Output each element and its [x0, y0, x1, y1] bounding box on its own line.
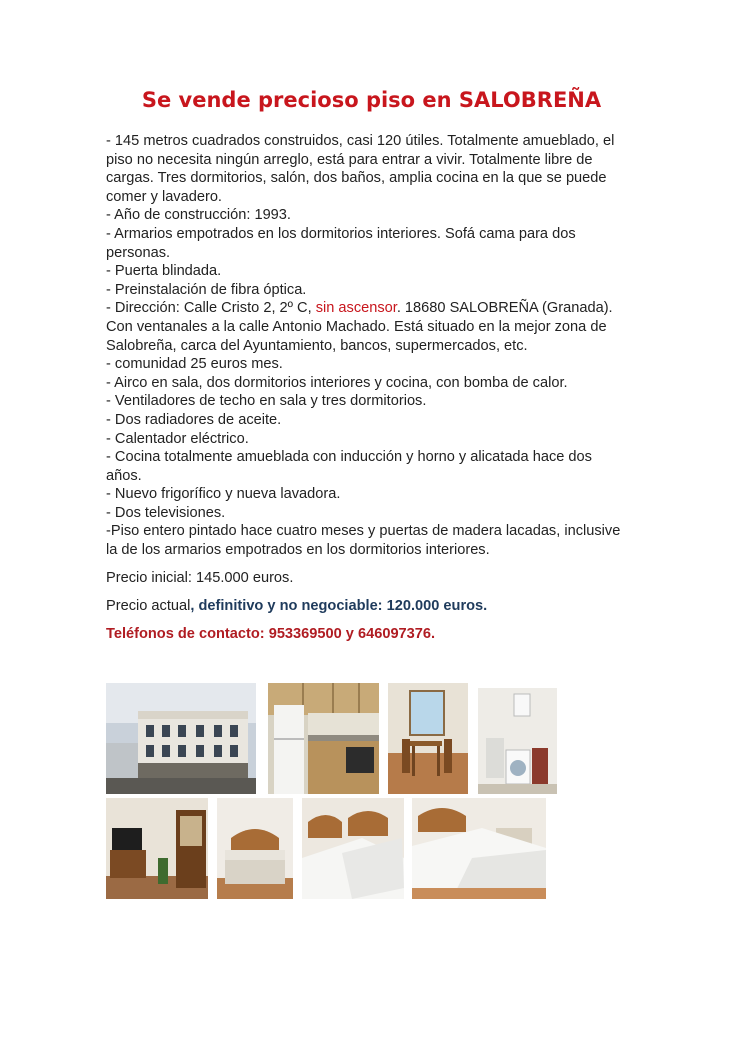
text-line: piso no necesita ningún arreglo, está para entrar a vivir. Totalmente libre de — [106, 151, 593, 168]
text-line: - Ventiladores de techo en sala y tres dormitorios. — [106, 393, 427, 410]
building-photo — [106, 683, 256, 794]
laundry-photo — [478, 688, 557, 794]
text-line: - comunidad 25 euros mes. — [106, 356, 283, 373]
text-line: la de los armarios empotrados en los dormitorios interiores. — [106, 542, 490, 559]
text-line: - Nuevo frigorífico y nueva lavadora. — [106, 486, 341, 503]
bedroom-photo-2 — [302, 798, 404, 899]
price-current-prefix: Precio actual — [106, 598, 191, 614]
contact-phones: Teléfonos de contacto: 953369500 y 646097376. — [106, 626, 436, 642]
dining-photo — [388, 683, 468, 794]
text-line: - Año de construcción: 1993. — [106, 207, 291, 224]
text-line: -Piso entero pintado hace cuatro meses y puertas de madera lacadas, inclusive — [106, 523, 621, 540]
text-line: años. — [106, 467, 142, 484]
no-elevator-highlight: sin ascensor — [315, 300, 397, 317]
price-current — [106, 598, 487, 614]
text-line: - Dos televisiones. — [106, 504, 226, 521]
bedroom-photo-1 — [217, 798, 293, 899]
text-line: personas. — [106, 244, 171, 261]
page-title: Se vende precioso piso en SALOBREÑA — [141, 88, 602, 112]
text-line: - Preinstalación de fibra óptica. — [106, 281, 307, 298]
kitchen-photo — [268, 683, 379, 794]
address-prefix: - Dirección: Calle Cristo 2, 2º C, — [106, 300, 316, 317]
text-line: comer y lavadero. — [106, 188, 222, 205]
text-line: - Calentador eléctrico. — [106, 430, 249, 447]
description — [106, 132, 646, 560]
text-line: - Dos radiadores de aceite. — [106, 411, 282, 428]
text-line: - 145 metros cuadrados construidos, casi 120 útiles. Totalmente amueblado, el — [106, 133, 615, 149]
bedroom-photo-3 — [412, 798, 546, 899]
text-line: - Cocina totalmente amueblada con inducción y horno y alicatada hace dos — [106, 449, 592, 466]
text-line: Salobreña, carca del Ayuntamiento, bancos, supermercados, etc. — [106, 337, 528, 354]
text-line: - Armarios empotrados en los dormitorios interiores. Sofá cama para dos — [106, 225, 576, 242]
address-line — [106, 299, 646, 318]
price-initial: Precio inicial: 145.000 euros. — [106, 570, 294, 586]
text-line: cargas. Tres dormitorios, salón, dos baños, amplia cocina en la que se puede — [106, 170, 607, 187]
address-suffix: . 18680 SALOBREÑA (Granada). — [396, 300, 613, 317]
living-room-photo — [106, 798, 208, 899]
price-current-bold: , definitivo y no negociable: 120.000 euros. — [190, 598, 488, 614]
text-line: Con ventanales a la calle Antonio Machado. Está situado en la mejor zona de — [106, 318, 607, 335]
text-line: - Puerta blindada. — [106, 263, 222, 280]
text-line: - Airco en sala, dos dormitorios interiores y cocina, con bomba de calor. — [106, 374, 568, 391]
